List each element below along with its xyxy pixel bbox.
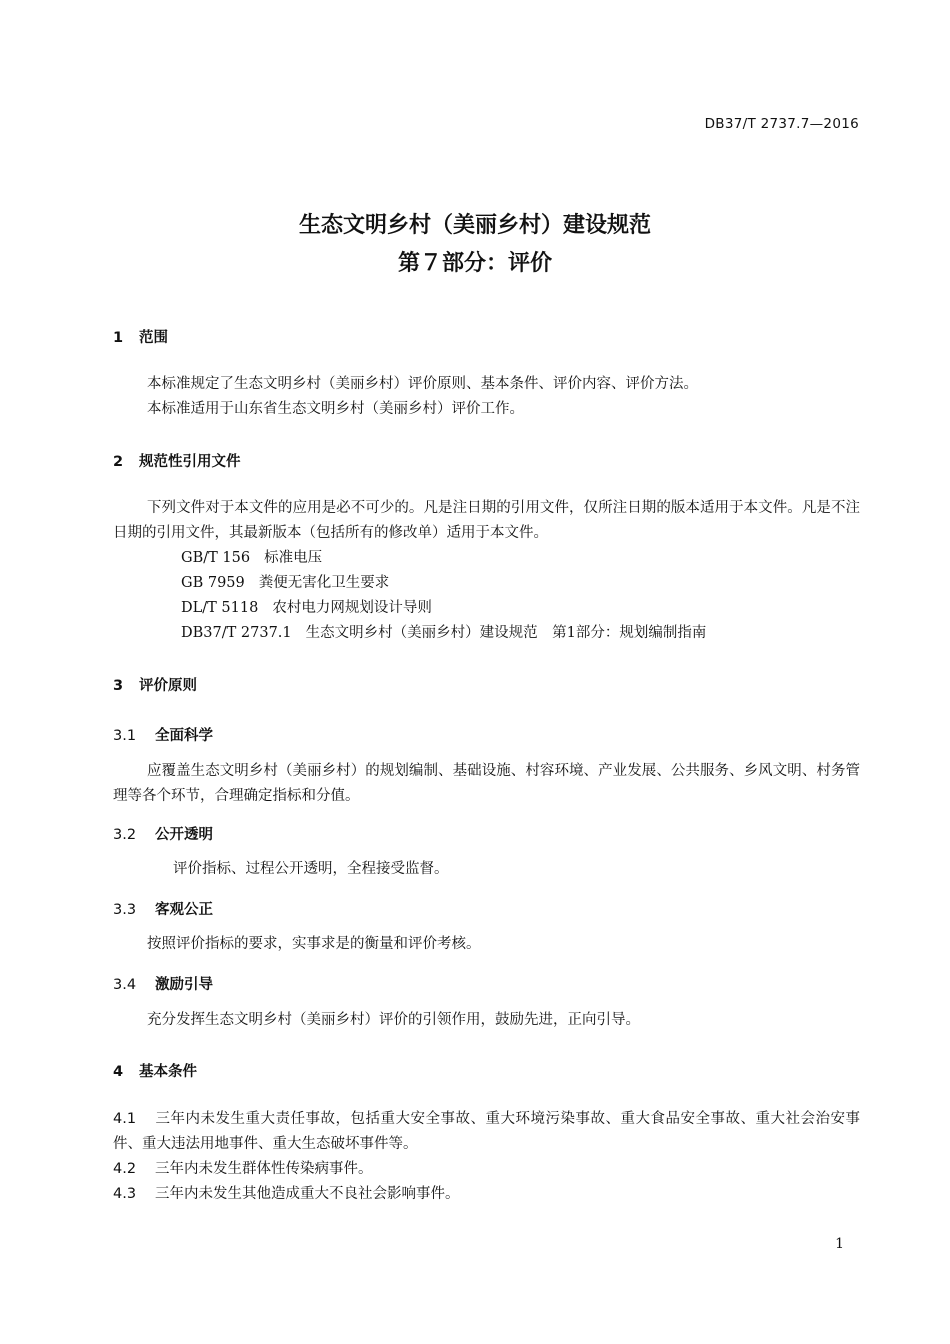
section-heading-scope bbox=[113, 326, 168, 347]
item-number: 4.2 bbox=[113, 1161, 137, 1177]
section-number: 1 bbox=[113, 330, 124, 346]
item-number: 4.1 bbox=[113, 1111, 137, 1127]
reference-code: GB/T 156 bbox=[181, 550, 251, 566]
paragraph: 本标准适用于山东省生态文明乡村（美丽乡村）评价工作。 bbox=[147, 401, 524, 417]
list-item bbox=[113, 1107, 860, 1157]
paragraph: 按照评价指标的要求，实事求是的衡量和评价考核。 bbox=[147, 936, 481, 952]
list-item bbox=[113, 1182, 860, 1207]
paragraph: 应覆盖生态文明乡村（美丽乡村）的规划编制、基础设施、村容环境、产业发展、公共服务、乡风文明、村务管理等各个环节，合理确定指标和分值。 bbox=[113, 763, 860, 804]
subsection-number: 3.2 bbox=[113, 827, 137, 843]
subsection-title: 公开透明 bbox=[155, 827, 213, 843]
document-code: DB37/T 2737.7—2016 bbox=[704, 116, 859, 132]
paragraph: 充分发挥生态文明乡村（美丽乡村）评价的引领作用，鼓励先进，正向引导。 bbox=[147, 1012, 640, 1028]
reference-item bbox=[113, 546, 860, 571]
section-number: 4 bbox=[113, 1064, 124, 1080]
reference-title: 粪便无害化卫生要求 bbox=[258, 575, 390, 591]
reference-item bbox=[113, 571, 860, 596]
item-number: 4.3 bbox=[113, 1186, 137, 1202]
section-number: 2 bbox=[113, 454, 124, 470]
section-title: 基本条件 bbox=[139, 1064, 197, 1080]
document-subtitle: 第７部分：评价 bbox=[397, 251, 552, 276]
subsection-heading bbox=[113, 973, 213, 994]
subsection-title: 客观公正 bbox=[155, 902, 213, 918]
subsection-title: 激励引导 bbox=[155, 977, 213, 993]
item-text: 三年内未发生其他造成重大不良社会影响事件。 bbox=[155, 1186, 460, 1202]
page-number: 1 bbox=[835, 1236, 844, 1252]
subsection-number: 3.3 bbox=[113, 902, 137, 918]
reference-title: 生态文明乡村（美丽乡村）建设规范 第1部分：规划编制指南 bbox=[305, 625, 707, 641]
subsection-heading bbox=[113, 898, 213, 919]
section-title: 评价原则 bbox=[139, 678, 197, 694]
item-text: 三年内未发生群体性传染病事件。 bbox=[155, 1161, 373, 1177]
section-heading-basic-conditions bbox=[113, 1060, 197, 1081]
reference-item bbox=[113, 596, 860, 621]
reference-title: 标准电压 bbox=[264, 550, 323, 566]
item-text: 三年内未发生重大责任事故，包括重大安全事故、重大环境污染事故、重大食品安全事故、重大社会治安事件、重大违法用地事件、重大生态破坏事件等。 bbox=[113, 1111, 860, 1152]
section-heading-principles bbox=[113, 674, 197, 695]
section-heading-normative-references bbox=[113, 450, 241, 471]
section-title: 范围 bbox=[139, 330, 168, 346]
list-item bbox=[113, 1157, 860, 1182]
document-title: 生态文明乡村（美丽乡村）建设规范 bbox=[298, 213, 651, 238]
paragraph: 本标准规定了生态文明乡村（美丽乡村）评价原则、基本条件、评价内容、评价方法。 bbox=[147, 376, 698, 392]
reference-item bbox=[113, 621, 860, 646]
subsection-number: 3.4 bbox=[113, 977, 137, 993]
paragraph: 评价指标、过程公开透明，全程接受监督。 bbox=[173, 861, 449, 877]
section-number: 3 bbox=[113, 678, 124, 694]
reference-code: DL/T 5118 bbox=[181, 600, 259, 616]
subsection-number: 3.1 bbox=[113, 728, 137, 744]
reference-code: GB 7959 bbox=[181, 575, 245, 591]
section-title: 规范性引用文件 bbox=[139, 454, 241, 470]
reference-title: 农村电力网规划设计导则 bbox=[272, 600, 432, 616]
subsection-heading bbox=[113, 823, 213, 844]
subsection-heading bbox=[113, 724, 213, 745]
reference-code: DB37/T 2737.1 bbox=[181, 625, 292, 641]
paragraph: 下列文件对于本文件的应用是必不可少的。凡是注日期的引用文件，仅所注日期的版本适用于本文件。凡是不注日期的引用文件，其最新版本（包括所有的修改单）适用于本文件。 bbox=[113, 500, 860, 541]
subsection-title: 全面科学 bbox=[155, 728, 213, 744]
